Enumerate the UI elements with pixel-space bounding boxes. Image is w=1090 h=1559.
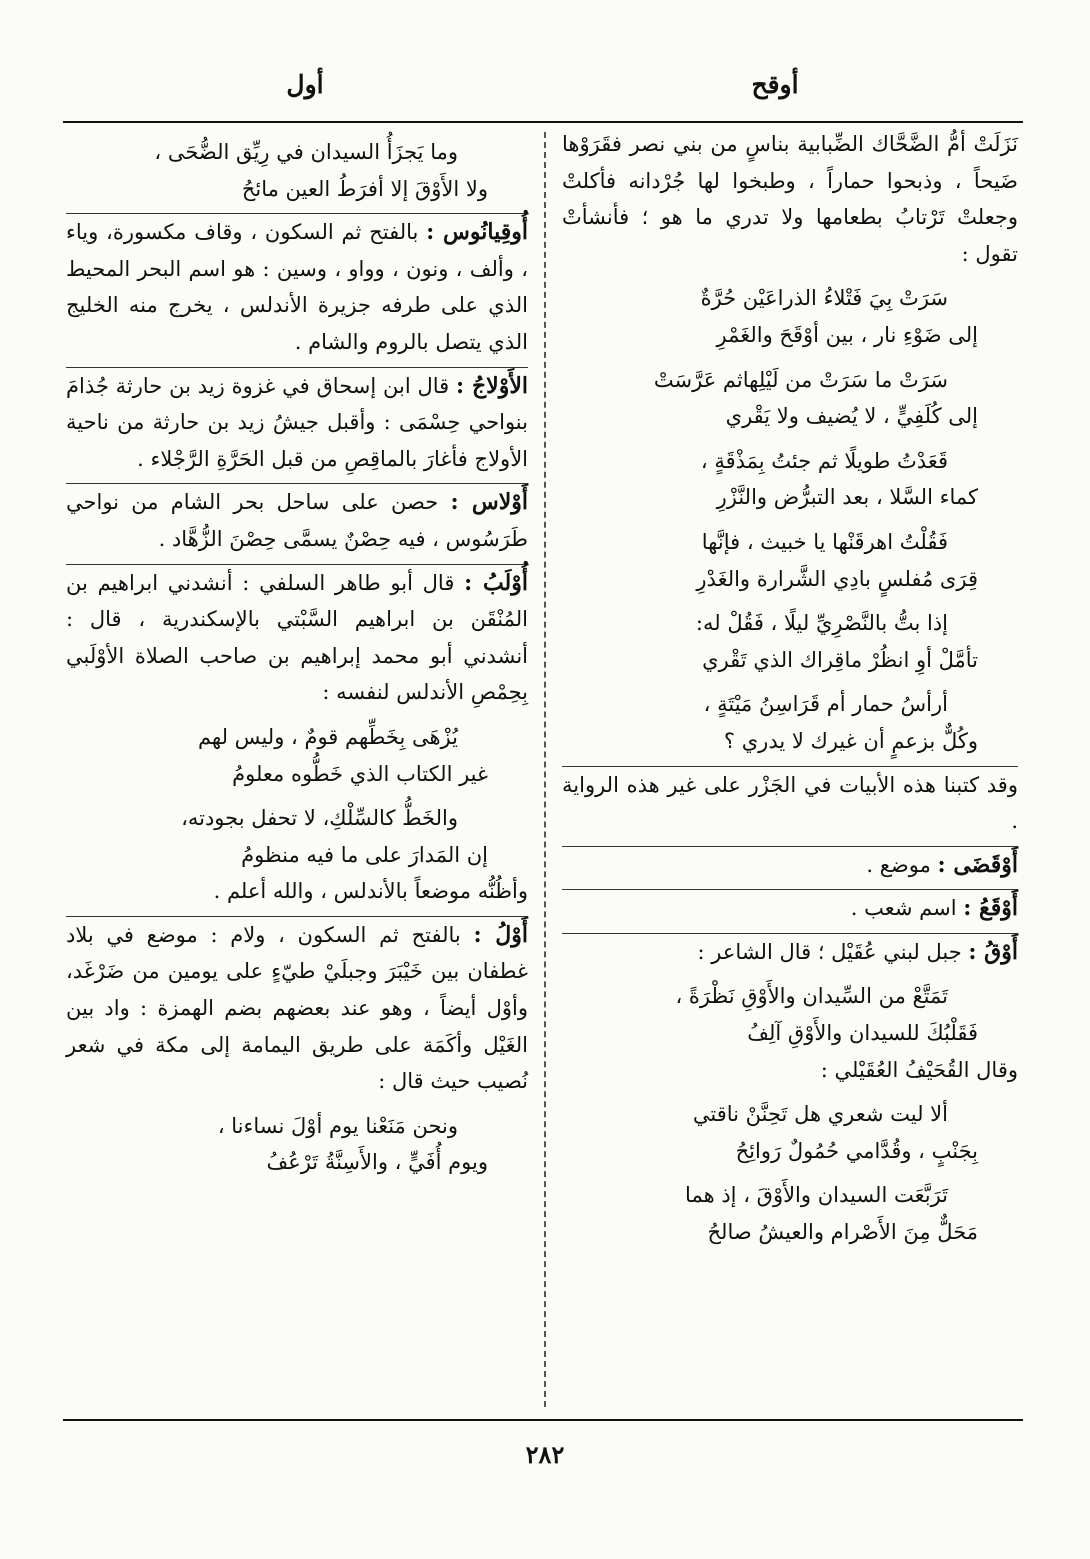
running-header-right: أوقح (751, 70, 799, 99)
verse-line: تَرَبَّعَت السيدان والأَوْقَ ، إذ هما (685, 1183, 948, 1208)
verse (66, 134, 528, 207)
verse-line: ونحن مَنَعْنا يوم أوْلَ نساءنا ، (217, 1113, 458, 1138)
dictionary-entry (66, 917, 528, 1100)
verse-line: سَرَتْ بِيَ فَتْلاءُ الذراعَيْن حُرَّةٌ (700, 286, 948, 311)
verse-line: إلى ضَوْءِ نار ، بين أوْقَحَ والغَمْرِ (716, 322, 978, 347)
dictionary-entry (562, 934, 1018, 971)
verse (562, 605, 1018, 678)
verse-line: فَقَلْبُكَ للسيدان والأَوْقِ آلِفُ (747, 1021, 978, 1046)
headword: أَوْلُ : (473, 921, 528, 948)
headword: أُوْلَبُ : (464, 569, 528, 596)
headword: أُوقِيانُوس : (426, 219, 528, 246)
verse-line: ألا ليت شعري هل تَحِنَّنْ ناقتي (692, 1102, 948, 1127)
verse (562, 686, 1018, 759)
entry-text: قال ابن إسحاق في غزوة زيد بن حارثة جُذامَ بنواحي حِسْمَى : وأقبل جيشُ زيد بن حارثة من ناحية الأولاج فأغارَ بالماقِصِ من قبل الحَرَّةِ الرَّجْلاء . (66, 373, 528, 471)
paragraph: نَزَلَتْ أمُّ الضَّحَّاك الضِّبابية بناسٍ من بني نصر فقَرَوْها ضَيحاً ، وذبحوا حماراً ، وطبخوا لها جُرْدانه فأكلتْ وجعلتْ تَرْتابُ بطعامها ولا تدري ما هو ؛ فأنشأتْ تقول : (562, 132, 1018, 266)
headword: أَوْلاس : (450, 489, 528, 516)
entry-text: موضع . (866, 852, 931, 877)
dictionary-entry (66, 368, 528, 478)
verse-line: سَرَتْ ما سَرَتْ من لَيْلِهاثم عَرَّسَتْ (653, 367, 948, 392)
running-header-left: أول (286, 70, 324, 99)
paragraph: وأظُنُّه موضعاً بالأندلس ، والله أعلم . (213, 879, 528, 904)
footer-rule (63, 1419, 1023, 1421)
entry-text: قال أبو طاهر السلفي : أنشدني ابراهيم بن المُنْقَن بن ابراهيم السَّبْتي بالإسكندرية ، قال : أنشدني أبو محمد إبراهيم بن صاحب الصلاة الأوْلَبي بِحِمْصِ الأندلس لنفسه : (66, 570, 528, 705)
verse-line: وكُلٌّ بزعمٍ أن غيرك لا يدري ؟ (723, 728, 978, 753)
verse (562, 1096, 1018, 1169)
verse-line: فَقُلْتُ اهرقَنْها يا خبيث ، فإنَّها (701, 529, 948, 554)
verse (66, 719, 528, 792)
verse-line: كماء السَّلا ، بعد التبرُّض والنَّزْرِ (716, 485, 978, 510)
verse-line: وما يَجزَأُ السيدان في رِيِّق الضُّحَى ، (154, 140, 458, 164)
paragraph: وقد كتبنا هذه الأبيات في الجَزْر على غير هذه الرواية . (562, 772, 1018, 834)
verse-line: تَمَتَّعْ من السِّيدان والأَوْقِ نَظْرَةً ، (675, 984, 948, 1009)
verse (562, 978, 1018, 1051)
entry-text: بالفتح ثم السكون ، ولام : موضع في بلاد غطفان بين خَيْبَرَ وجبلَيْ طيّءٍ على يومين من ضَرْغَد، وأوْل أيضاً ، وهو عند بعضهم بضم الهمزة : واد بين الغَيْل وأكَمَة على طريق اليمامة إلى مكة في شعر نُصيب حيث قال : (66, 922, 528, 1094)
verse (562, 524, 1018, 597)
verse-line: أرأسُ حمار أم قَرَاسِنُ مَيْتَةٍ ، (703, 692, 948, 717)
headword: أَوْقُ : (968, 938, 1018, 965)
verse-line: إلى كُلَفِيٍّ ، لا يُضيف ولا يَقْري (725, 404, 978, 429)
right-column (562, 126, 1018, 1251)
verse (562, 443, 1018, 516)
paragraph: وقال القُحَيْفُ العُقَيْلي : (820, 1057, 1018, 1082)
verse-line: غير الكتاب الذي خَطُّوه معلومُ (232, 761, 488, 786)
verse (66, 1108, 528, 1181)
verse (562, 280, 1018, 353)
dictionary-entry (562, 847, 1018, 884)
entry-text: اسم شعب . (850, 896, 957, 921)
verse-line: تأمَّلْ أوِ انظُرْ ماقِراك الذي تَقْري (702, 647, 978, 672)
verse-line: قِرَى مُفلسٍ بادِي الشَّرارة والغَدْرِ (696, 566, 978, 591)
verse-line: والخَطُّ كالسِّلْكِ، لا تحفل بجودته، (181, 806, 458, 831)
headword: الأَوْلاجُ : (456, 372, 528, 399)
headword: أَوْقَعُ : (963, 895, 1018, 922)
dictionary-entry (66, 565, 528, 711)
dictionary-entry (66, 214, 528, 360)
verse-line: ولا الأَوْقَ إلا أفرَطُ العين مائحُ (241, 176, 488, 201)
verse-line: إن المَدارَ على ما فيه منظومُ (241, 842, 488, 867)
verse-line: قَعَدْتُ طويلًا ثم جئتُ بِمَذْقَةٍ ، (700, 448, 948, 473)
page-number: ٢٨٢ (525, 1440, 565, 1469)
dictionary-entry (66, 484, 528, 557)
entry-text: بالفتح ثم السكون ، وقاف مكسورة، وياء ، وألف ، ونون ، وواو ، وسين : هو اسم البحر المحيط الذي على طرفه جزيرة الأندلس ، يخرج منه الخليج الذي يتصل بالروم والشام . (66, 220, 528, 354)
dictionary-entry (562, 890, 1018, 927)
header-rule (63, 121, 1023, 123)
verse-line: بِجَنْبٍ ، وقُدَّامي حُمُولٌ رَوائِحُ (735, 1138, 978, 1163)
column-divider (544, 132, 546, 1407)
headword: أَوْقَضَى : (937, 851, 1018, 878)
entry-text: حصن على ساحل بحر الشام من نواحي طَرَسُوس ، فيه حِصْنٌ يسمَّى حِصْنَ الزُّهَّاد . (66, 490, 528, 551)
verse-line: إذا بتُّ بالنَّصْرِيِّ ليلًا ، فَقُلْ له: (695, 611, 948, 636)
verse (562, 362, 1018, 435)
verse (562, 1177, 1018, 1250)
verse-line: يُزْهَى بِخَطِّهم قومٌ ، وليس لهم (197, 724, 458, 749)
verse (66, 800, 528, 873)
left-column (66, 126, 528, 1181)
entry-text: جبل لبني عُقَيْل ؛ قال الشاعر : (697, 939, 962, 964)
verse-line: مَحَلٌّ مِنَ الأَصْرام والعيشُ صالحُ (707, 1220, 978, 1245)
verse-line: ويوم أُفَيٍّ ، والأَسِنَّةُ تَرْعُفُ (266, 1150, 488, 1175)
